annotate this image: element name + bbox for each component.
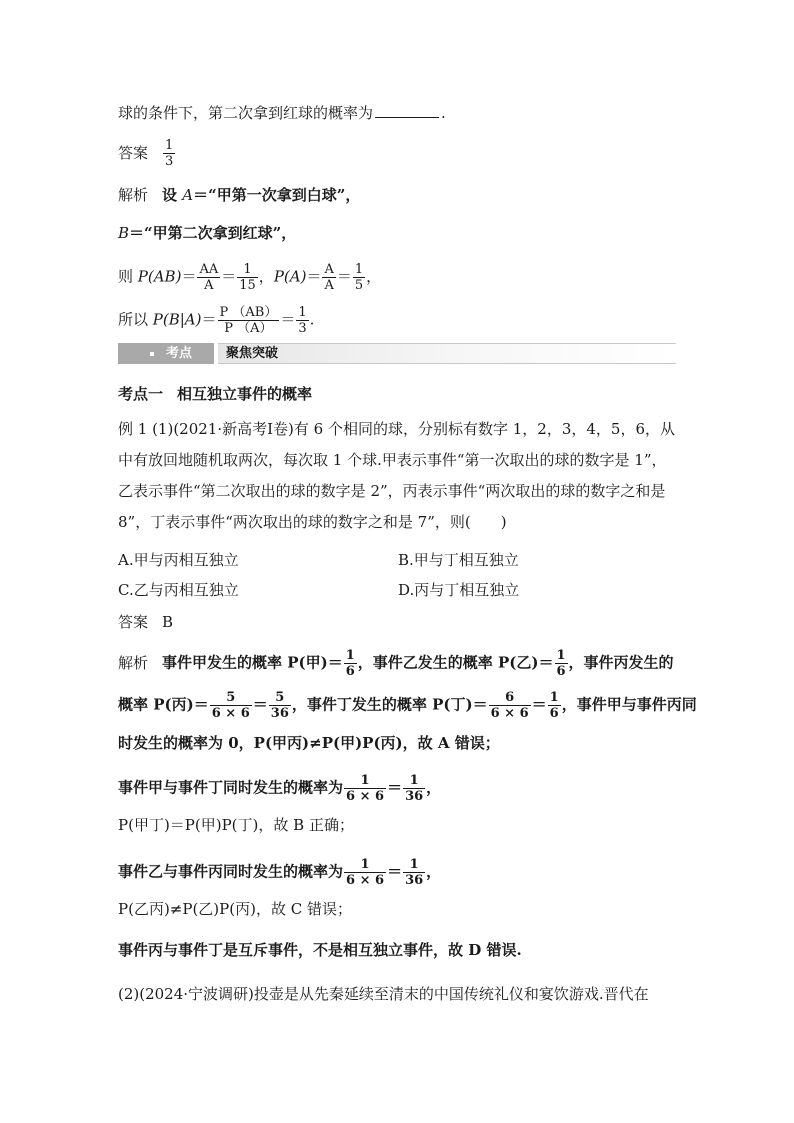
example-1-text: 例 1 (1)(2021·新高考Ⅰ卷)有 6 个相同的球，分别标有数字 1，2，3，4，5，6，从中有放回地随机取两次，每次取 1 个球.甲表示事件“第一次取出的球的数字是 1”，乙表示事件“第二次取出的球的数字是 2”，丙表示事件“两次取出的球的数字之和是 8”，丁表示事件“两次取出的球的数字之和是 7”，则( )	[118, 420, 676, 531]
topic-heading	[118, 384, 312, 404]
fraction: $\frac{1}{15}$	[239, 262, 256, 293]
solution-1-line-2: B＝“甲第二次拿到红球”，	[118, 224, 297, 242]
solution-2-line-1: 解析 事件甲发生的概率 P(甲)＝ $\frac{1}{6}$ ，事件乙发生的概率 P(乙)＝ $\frac{1}{6}$ ，事件丙发生的	[118, 648, 674, 679]
intro-text: 球的条件下，第二次拿到红球的概率为	[118, 104, 374, 122]
fraction: $\frac{1}{3}$	[298, 305, 307, 336]
option-c: C.乙与丙相互独立	[118, 581, 239, 599]
solution-2-line-4: 事件甲与事件丁同时发生的概率为 $\frac{1}{6 \times 6}$ ＝ $\frac{1}{36}$ ，	[118, 773, 442, 804]
solution-1-line-3: 则 P(AB)＝ $\frac{AA}{A}$ ＝ $\frac{1}{15}$ ，P(A)＝ $\frac{A}{A}$ ＝ $\frac{1}{5}$ ，	[118, 262, 382, 293]
solution-2-line-5: P(甲丁)＝P(甲)P(丁)，故 B 正确；	[118, 816, 354, 834]
example-2-text: (2)(2024·宁波调研)投壶是从先秦延续至清末的中国传统礼仪和宴饮游戏.晋代在	[118, 985, 649, 1003]
answer-fraction: $\frac{1}{3}$	[165, 138, 174, 169]
answer-value: B	[162, 613, 174, 631]
fraction: $\frac{1}{6}$	[556, 648, 566, 679]
solution-2-line-8: 事件丙与事件丁是互斥事件，不是相互独立事件，故 D 错误.	[118, 941, 522, 959]
fraction: $\frac{1}{5}$	[354, 262, 364, 293]
fraction: $\frac{1}{36}$	[405, 773, 424, 804]
solution-1-line-1: 解析 设 A＝“甲第一次拿到白球”，	[118, 186, 361, 204]
solution-label: 解析	[118, 653, 149, 672]
square-bullet-icon	[150, 352, 154, 356]
answer-1	[118, 138, 176, 169]
answer-label: 答案	[118, 143, 149, 162]
p-b-given-a: P(B|A)	[152, 310, 202, 329]
solution-1-line-4: 所以 P(B|A)＝ $\frac{P (AB)}{P (A)}$ ＝ $\frac{1}{3}$ .	[118, 305, 315, 336]
option-b: B.甲与丁相互独立	[398, 551, 519, 569]
fraction: $\frac{1}{6}$	[345, 648, 355, 679]
answer-2	[118, 612, 173, 632]
option-d: D.丙与丁相互独立	[398, 581, 520, 599]
fraction: $\frac{5}{6 \times 6}$	[211, 690, 250, 721]
section-title-bar	[218, 343, 676, 364]
section-tab	[118, 343, 214, 364]
fraction: $\frac{AA}{A}$	[199, 262, 219, 293]
solution-2-line-2: 概率 P(丙)＝ $\frac{5}{6 \times 6}$ ＝ $\frac{5}{36}$ ，事件丁发生的概率 P(丁)＝ $\frac{6}{6 \times 6}$ ＝ $\frac{1}{6}$ ，事件甲与事件丙同	[118, 690, 697, 721]
p-ab: P(AB)	[137, 267, 182, 286]
fraction: $\frac{1}{6 \times 6}$	[346, 773, 385, 804]
fraction: $\frac{6}{6 \times 6}$	[490, 690, 529, 721]
topic-label: 考点一	[118, 385, 164, 403]
section-title: 聚焦突破	[226, 346, 279, 361]
fraction: $\frac{1}{6 \times 6}$	[346, 857, 385, 888]
intro-line	[118, 103, 446, 123]
fraction: $\frac{5}{36}$	[270, 690, 289, 721]
solution-2-line-6: 事件乙与事件丙同时发生的概率为 $\frac{1}{6 \times 6}$ ＝ $\frac{1}{36}$ ，	[118, 857, 442, 888]
p-a: P(A)	[273, 267, 307, 286]
answer-blank	[375, 103, 439, 118]
topic-title: 相互独立事件的概率	[177, 385, 313, 403]
fraction: $\frac{P (AB)}{P (A)}$	[219, 305, 278, 336]
solution-label: 解析	[118, 186, 149, 204]
option-a: A.甲与丙相互独立	[118, 551, 239, 569]
intro-end: .	[441, 104, 446, 122]
answer-label: 答案	[118, 613, 149, 631]
fraction: $\frac{1}{36}$	[405, 857, 424, 888]
section-header	[118, 343, 676, 364]
solution-2-line-7: P(乙丙)≠P(乙)P(丙)，故 C 错误；	[118, 900, 352, 918]
fraction: $\frac{A}{A}$	[324, 262, 334, 293]
solution-2-line-3: 时发生的概率为 0，P(甲丙)≠P(甲)P(丙)，故 A 错误；	[118, 734, 500, 752]
section-tab-label: 考点	[166, 346, 193, 361]
fraction: $\frac{1}{6}$	[549, 690, 559, 721]
